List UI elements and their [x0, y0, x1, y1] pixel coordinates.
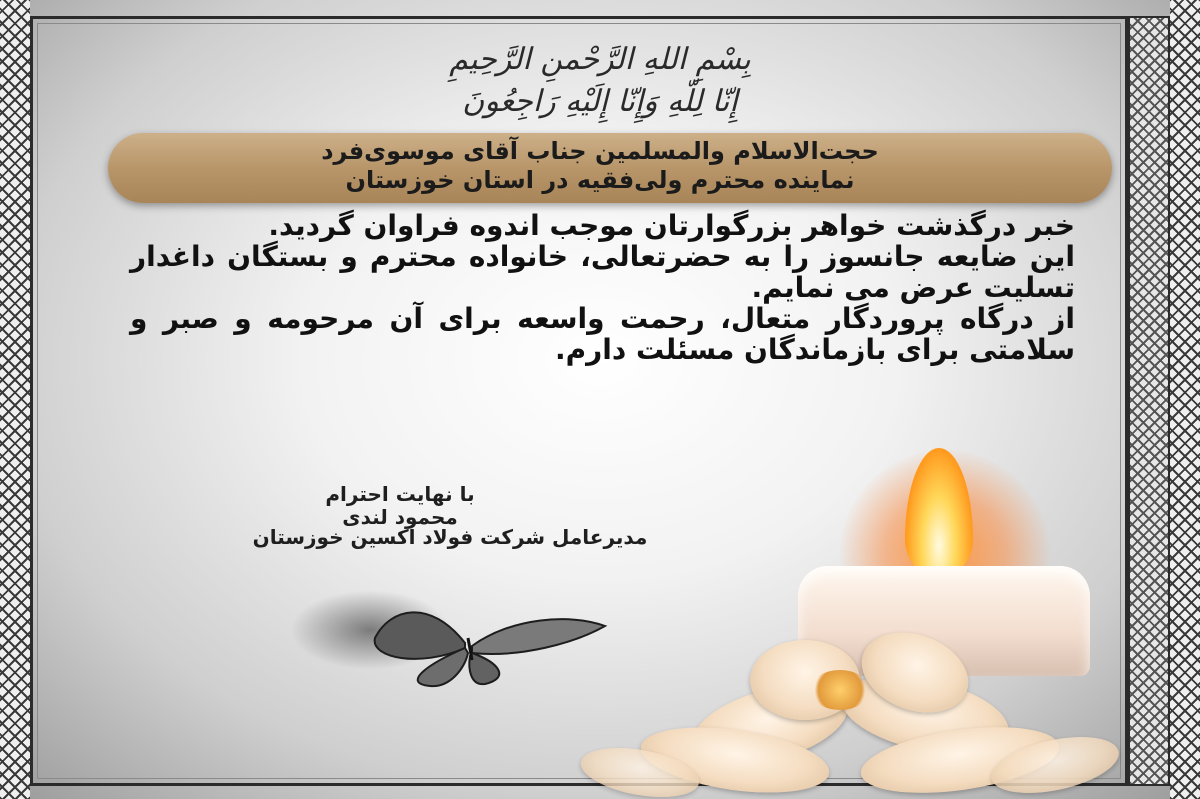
verse-calligraphy: إِنّا لِلّهِ وَإِنّا إِلَیْهِ رَاجِعُونَ: [462, 84, 738, 119]
right-ornament-border: [1170, 0, 1200, 799]
flower-icon: [560, 630, 1130, 799]
right-frame-ornament: [1128, 16, 1170, 786]
signature-closing: با نهایت احترام: [325, 482, 475, 506]
message-paragraph-1: خبر درگذشت خواهر بزرگوارتان موجب اندوه فراوان گردید.: [268, 209, 1075, 242]
signature-name: محمود لندی: [342, 505, 458, 529]
bismillah-calligraphy: بِسْمِ اللهِ الرَّحْمنِ الرَّحِیمِ: [449, 42, 751, 77]
banner-subtitle: نماینده محترم ولی‌فقیه در استان خوزستان: [345, 166, 855, 194]
left-ornament-border: [0, 0, 30, 799]
signature-title: مدیرعامل شرکت فولاد اکسین خوزستان: [252, 525, 648, 549]
message-body: [130, 210, 1075, 365]
banner-title: حجت‌الاسلام والمسلمین جناب آقای موسوی‌فرد: [321, 137, 879, 165]
message-paragraph-2: این ضایعه جانسوز را به حضرتعالی، خانواده محترم و بستگان داغدار تسلیت عرض می نمایم.: [130, 240, 1075, 304]
message-paragraph-3: از درگاه پروردگار متعال، رحمت واسعه برای آن مرحومه و صبر و سلامتی برای بازماندگان مسئلت دارم.: [130, 302, 1075, 366]
